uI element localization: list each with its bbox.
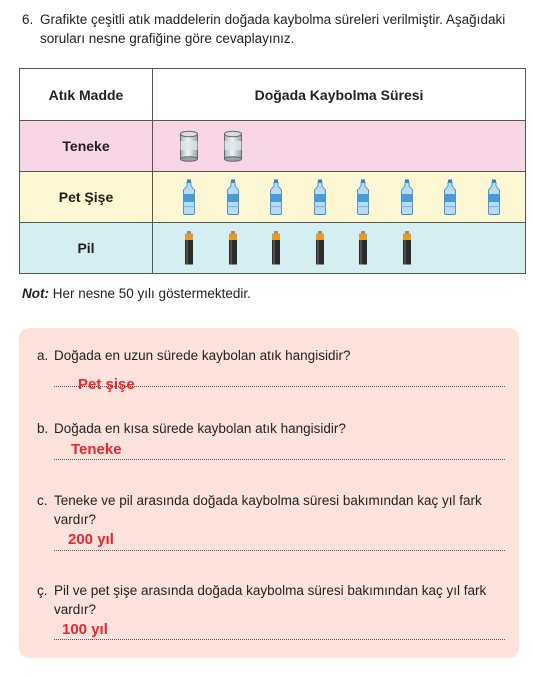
plastic-bottle-icon xyxy=(356,179,370,215)
plastic-bottle-icon xyxy=(400,179,414,215)
answer-line xyxy=(54,639,505,640)
qa-item-cc xyxy=(19,581,519,619)
answer-line xyxy=(54,550,505,551)
note-label: Not: xyxy=(22,286,49,301)
qa-prefix: b. xyxy=(37,421,49,436)
tin-can-icon xyxy=(223,130,243,162)
header-waste: Atık Madde xyxy=(20,69,153,121)
plastic-bottle-icon xyxy=(313,179,327,215)
qa-question: Doğada en uzun sürede kaybolan atık hangisidir? xyxy=(54,348,351,363)
answer-line xyxy=(54,459,505,460)
battery-icon xyxy=(315,231,325,265)
header-duration: Doğada Kaybolma Süresi xyxy=(153,69,526,121)
battery-icon xyxy=(402,231,412,265)
plastic-bottle-icon xyxy=(269,179,283,215)
qa-item-b xyxy=(19,419,519,438)
answer-cc: 100 yıl xyxy=(62,621,108,638)
row-label-pet: Pet Şişe xyxy=(20,172,153,223)
icons-pil xyxy=(153,223,525,273)
qa-prefix: a. xyxy=(37,348,49,363)
icons-teneke xyxy=(153,121,525,171)
question-number: 6. xyxy=(22,12,34,27)
qa-question: Doğada en kısa sürede kaybolan atık hangisidir? xyxy=(54,421,346,436)
table-row xyxy=(20,121,526,172)
answer-a: Pet şişe xyxy=(78,376,135,393)
qa-prefix: c. xyxy=(37,493,48,508)
answer-c: 200 yıl xyxy=(68,531,114,548)
row-label-pil: Pil xyxy=(20,223,153,274)
answer-b: Teneke xyxy=(71,441,122,458)
qa-question: Pil ve pet şişe arasında doğada kaybolma süresi bakımından kaç yıl fark vardır? xyxy=(54,583,487,617)
plastic-bottle-icon xyxy=(226,179,240,215)
qa-question: Teneke ve pil arasında doğada kaybolma süresi bakımından kaç yıl fark vardır? xyxy=(54,493,482,527)
note xyxy=(22,286,251,301)
row-label-teneke: Teneke xyxy=(20,121,153,172)
answer-panel xyxy=(19,328,519,658)
table-row xyxy=(20,172,526,223)
battery-icon xyxy=(358,231,368,265)
plastic-bottle-icon xyxy=(443,179,457,215)
question-text: Grafikte çeşitli atık maddelerin doğada kaybolma süreleri verilmiştir. Aşağıdaki soruları nesne grafiğine göre cevaplayınız. xyxy=(40,12,506,46)
qa-item-c xyxy=(19,491,519,529)
qa-prefix: ç. xyxy=(37,583,48,598)
question-block xyxy=(22,10,517,48)
battery-icon xyxy=(184,231,194,265)
qa-item-a xyxy=(19,346,519,365)
icons-pet xyxy=(153,172,525,222)
pictograph-table xyxy=(19,68,526,274)
battery-icon xyxy=(271,231,281,265)
tin-can-icon xyxy=(179,130,199,162)
table-row xyxy=(20,223,526,274)
note-text: Her nesne 50 yılı göstermektedir. xyxy=(49,286,251,301)
battery-icon xyxy=(228,231,238,265)
plastic-bottle-icon xyxy=(487,179,501,215)
plastic-bottle-icon xyxy=(182,179,196,215)
